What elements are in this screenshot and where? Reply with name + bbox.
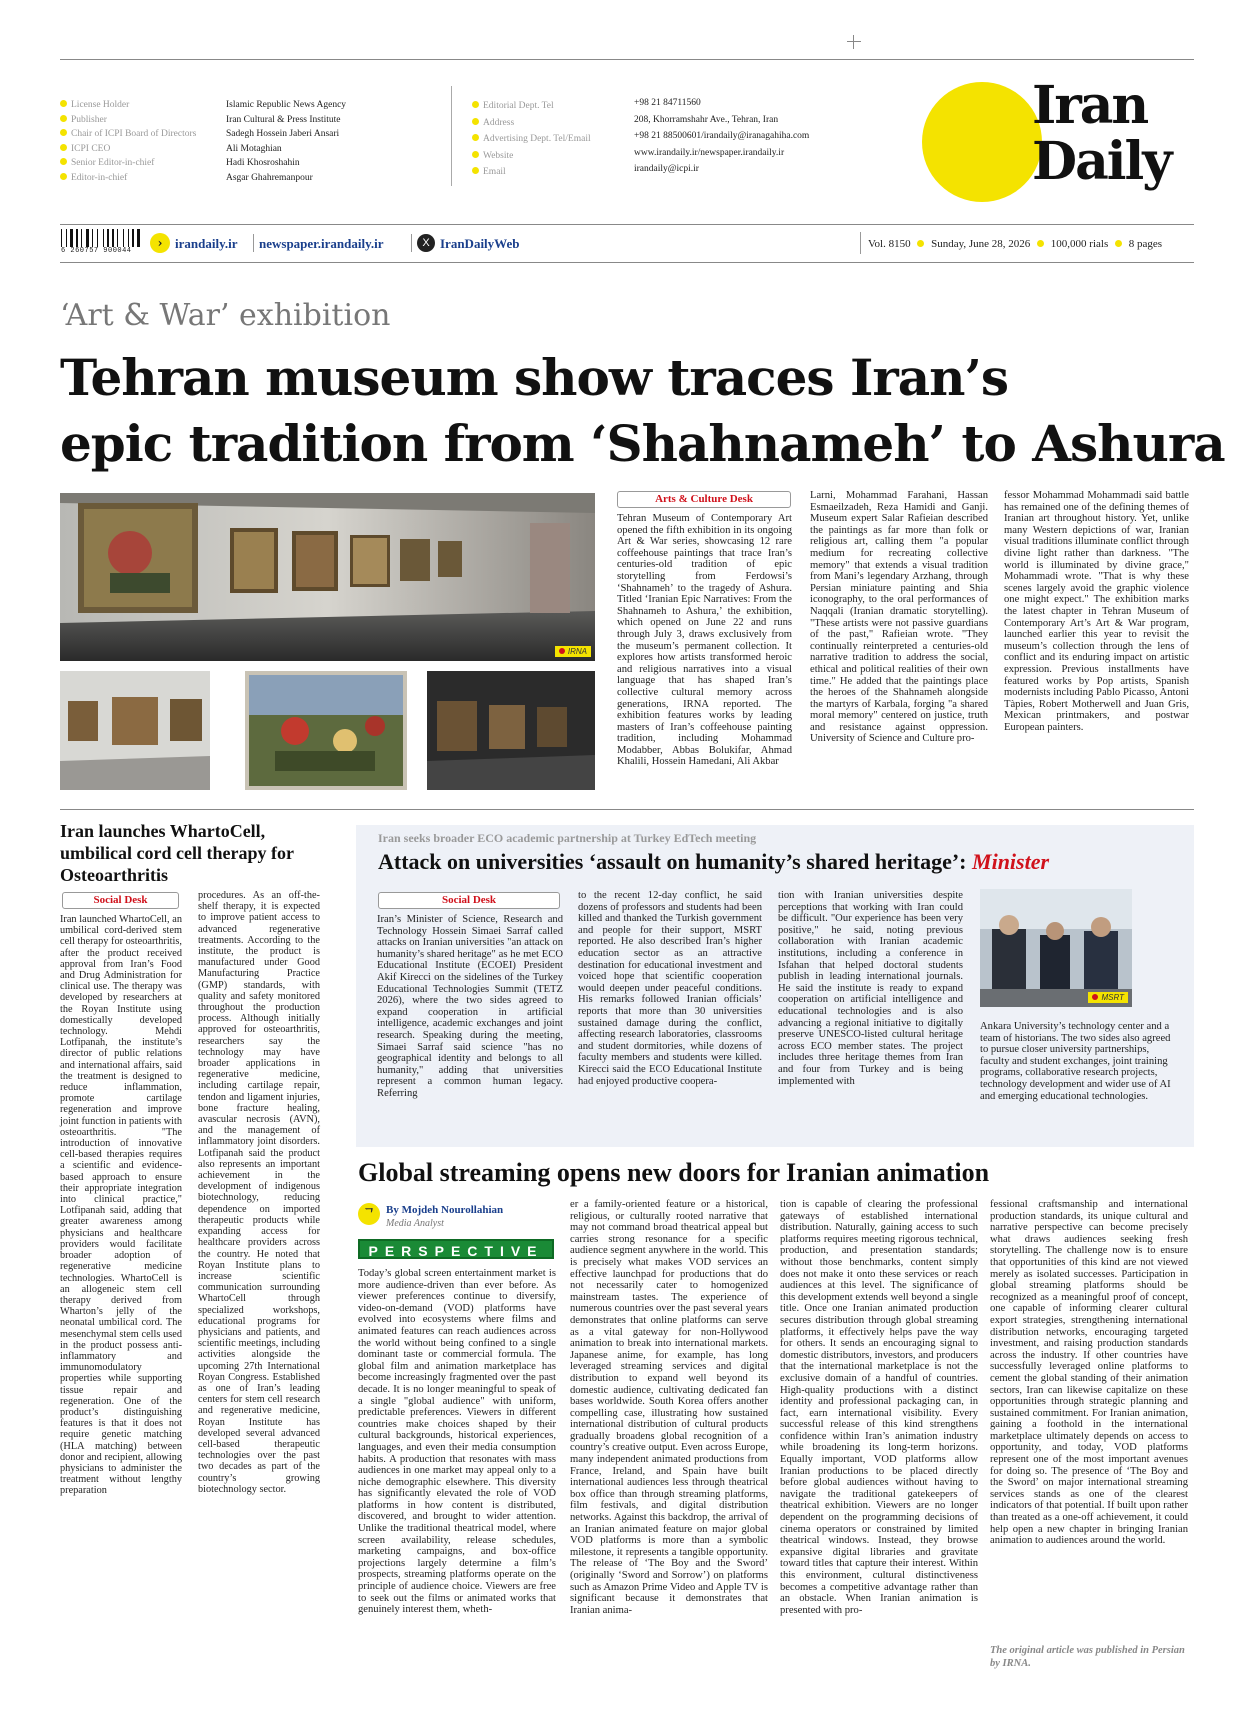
arts-culture-desk-label: Arts & Culture Desk [617, 491, 791, 508]
streaming-col-2: er a family-oriented feature or a historical, religious, or culturally rooted narrative that may not command broad theatrical appeal but carries strong resonance for a specific audience segment anywhere in the world. This is precisely what makes VOD services an effective launchpad for productions that do not necessarily cater to homogenized mainstream tastes. The experience of numerous countries over the past several years demonstrates that online platforms can serve as a vital gateway for non-Hollywood animation to break into international markets. Japanese anime, for example, has long leveraged streaming services and digital distribution to expand well beyond its domestic audience, cultivating dedicated fan bases worldwide. South Korea offers another compelling case, illustrating how sustained international distribution of cultural products gradually broadens global recognition of a country’s creative output. Even across Europe, many independent animated productions from France, Ireland, and Spain have built international audiences less through theatrical box office than through streaming platforms, film festivals, and digital distribution networks. Against this backdrop, the arrival of an Iranian animated feature on major global VOD platforms is more than a symbolic milestone, it represents a tangible opportunity. The release of ‘The Boy and the Sword’ (originally ‘Sword and Sorrow’) on platforms such as Amazon Prime Video and Apple TV is significant because it demonstrates that Iranian anima- [570, 1199, 768, 1616]
photo-credit: MSRT [1088, 992, 1128, 1003]
bullet-icon [60, 173, 67, 180]
page-count: 8 pages [1128, 238, 1163, 250]
bullet-icon [60, 144, 67, 151]
bullet-icon [472, 134, 479, 141]
masthead-rule-top [60, 224, 1194, 225]
site-link-2[interactable]: newspaper.irandaily.ir [259, 236, 384, 251]
bullet-icon [472, 118, 479, 125]
bullet-icon [472, 151, 479, 158]
divider [860, 232, 861, 254]
bullet-icon [472, 101, 479, 108]
eco-headline-main: Attack on universities ‘assault on humanity’s shared heritage’: [378, 849, 973, 874]
lead-headline-line2: epic tradition from ‘Shahnameh’ to Ashura [60, 414, 1225, 473]
author-role: Media Analyst [386, 1218, 444, 1229]
eco-col-1: Iran’s Minister of Science, Research and Technology Hossein Simaei Sarraf called attacks on Iranian universities "an attack on humanity’s shared heritage" as he met ECO Educational Institute (ECOEI) President Akif Kirecci on the sidelines of the Turkey Educational Technologies Summit (TETZ 2026), where the two sides agreed to expand cooperation in artificial intelligence, academic exchanges and joint research. Speaking during the meeting, Simaei Sarraf said science "has no geographical identity and belongs to all humanity," adding that universities represent a common human legacy. Referring [377, 914, 563, 1099]
masthead-right-label-1: Address [472, 115, 632, 132]
registration-mark [847, 35, 861, 49]
arrow-icon: › [150, 233, 170, 253]
eco-col-4: Ankara University’s technology center and a team of historians. The two sides also agreed to pursue closer university partnerships, faculty and student exchanges, joint training programs, collaborative research projects, technology development and wider use of AI and emerging educational technologies. [980, 1021, 1171, 1102]
lead-kicker: ‘Art & War’ exhibition [60, 298, 391, 333]
bullet-icon [60, 158, 67, 165]
eco-col-3: tion with Iranian universities despite perceptions that working with Iran could be difficult. "Our experience has been very positive," he said, noting previous collaboration with Iranian academic institutions, including a conference in Isfahan that helped doctoral students publish in leading international journals. He said the institute is ready to expand cooperation on artificial intelligence and educational technologies and is also advancing a regional initiative to digitally preserve UNESCO-listed cultural heritage across ECO member states. The project includes three heritage themes from Iran and four from Turkey and is being implemented with [778, 890, 963, 1087]
masthead-left-values [226, 98, 446, 185]
masthead-right-labels [472, 98, 632, 181]
logo [922, 75, 1192, 204]
top-rule [60, 59, 1194, 60]
social-handle[interactable]: IranDailyWeb [440, 236, 520, 251]
streaming-headline: Global streaming opens new doors for Iranian animation [358, 1158, 990, 1187]
masthead-right-label-0: Editorial Dept. Tel [472, 98, 632, 115]
perspective-badge: PERSPECTIVE [358, 1239, 554, 1259]
eco-headline [378, 849, 1049, 875]
eco-col-2: to the recent 12-day conflict, he said dozens of professors and students had been killed and thanked the Turkish government and people for their support, MSRT reported. He also described Iran’s higher education sector as an attractive destination for educational investment and voiced hope that scientific cooperation would deepen under peaceful conditions. His remarks followed Iranian officials’ reports that more than 30 universities sustained damage during the conflict, affecting research laboratories, classrooms and student dormitories, while dozens of faculty members and students were killed. Kirecci said the ECO Educational Institute had enjoyed productive coopera- [578, 890, 762, 1087]
source-note: The original article was published in Persian by IRNA. [990, 1645, 1185, 1669]
masthead-right-value-1: 208, Khorramshahr Ave., Tehran, Iran [634, 114, 779, 125]
lead-headline [60, 345, 1225, 477]
bullet-icon [60, 115, 67, 122]
wharto-col-2: procedures. As an off-the-shelf therapy, it is expected to improve patient access to advanced regenerative treatments. According to the institute, the product is manufactured under Good Manufacturing Practice (GMP) standards, with quality and safety monitored throughout the production process. Although initially approved for osteoarthritis, researchers say the technology may have broader applications in regenerative medicine, including cartilage repair, tendon and ligament injuries, bone fracture healing, avascular necrosis (AVN), and the management of inflammatory joint disorders. Lotfipanah said the product also represents an important achievement in the development of indigenous biotechnology, reducing dependence on imported therapeutic products while expanding access for healthcare providers across the country. He noted that Royan Institute plans to increase scientific communication surrounding WhartoCell through specialized workshops, educational programs for physicians and patients, and scientific meetings, including activities alongside the upcoming 27th International Royan Congress. Established as one of Iran’s leading centers for stem cell research and regenerative medicine, Royan Institute has developed several advanced cell-based therapeutic technologies over the past two decades as part of the country’s growing biotechnology sector. [198, 890, 320, 1495]
masthead-left-value-1: Iran Cultural & Press Institute [226, 114, 341, 125]
masthead-left-label-2: Chair of ICPI Board of Directors [60, 127, 220, 142]
masthead-right-label-2: Advertising Dept. Tel/Email [472, 131, 632, 148]
wharto-col-1: Iran launched WhartoCell, an umbilical cord-derived stem cell therapy for osteoarthritis, after the product received approval from Iran’s Food and Drug Administration for clinical use. The therapy was developed by researchers at the Royan Institute using domestically developed technology. Mehdi Lotfipanah, the institute’s director of public relations and international affairs, said the treatment is designed to reduce inflammation, promote cartilage regeneration and improve joint function in patients with osteoarthritis. "The introduction of innovative cell-based therapies requires a scientific and evidence-based approach to ensure their appropriate integration into clinical practice," Lotfipanah said, adding that greater awareness among physicians and healthcare providers would facilitate broader adoption of regenerative medicine technologies. WhartoCell is an allogeneic stem cell therapy derived from Wharton’s jelly of the neonatal umbilical cord. The mesenchymal stem cells used in the product possess anti-inflammatory and immunomodulatory properties while supporting tissue repair and regeneration. One of the product’s distinguishing features is that it does not require genetic matching (HLA matching) between donor and recipient, allowing physicians to administer the treatment without lengthy preparation [60, 914, 182, 1497]
logo-line1: Iran [1032, 75, 1148, 136]
bullet-icon [60, 129, 67, 136]
wharto-desk-label: Social Desk [62, 892, 179, 909]
lead-col-1: Tehran Museum of Contemporary Art opened the fifth exhibition in its ongoing Art & War series, showcasing 12 rare coffeehouse paintings that trace Iran’s centuries-old tradition of epic storytelling from Ferdowsi’s ‘Shahnameh’ to the tragedy of Ashura. Titled ‘Iranian Epic Narratives: From the Shahnameh to Ashura,’ the exhibition, which opened on June 22 and runs through July 3, draws exclusively from the museum’s permanent collection. It explores how artists transformed heroic and religious narratives into a visual language that has shaped Iran’s collective cultural memory across generations, IRNA reported. The exhibition features works by leading masters of Iran’s coffeehouse painting tradition, including Mohammad Modabber, Abbas Bolukifar, Ahmad Khalili, Hossein Hamedani, Ali Akbar [617, 513, 792, 768]
dot-icon [1037, 240, 1044, 247]
masthead-left-value-4: Hadi Khosroshahin [226, 158, 300, 168]
divider [411, 234, 412, 252]
masthead-left-value-0: Islamic Republic News Agency [226, 100, 347, 110]
barcode [61, 229, 143, 257]
masthead-right-values [634, 95, 864, 178]
lead-col-3: fessor Mohammad Mohammadi said battle has remained one of the defining themes of Iranian art throughout history. Yet, unlike many Western depictions of war, Iranian visual traditions illuminate conflict through divine light rather than darkness. "The world is illuminated by divine grace," Mohammadi wrote. "That is why these scenes largely avoid the graphic violence one might expect." The exhibition marks the latest chapter in Tehran Museum of Contemporary Art’s Art & War program, launched earlier this year to revisit the museum’s collection through the lens of conflict and its enduring impact on artistic expression. Previous installments have featured works by Pop artists, Spanish modernists including Pablo Picasso, Antoni Tàpies, Robert Motherwell and Juan Gris, Mexican printmakers, and postwar European painters. [1004, 490, 1189, 733]
masthead-right-value-0: +98 21 84711560 [634, 98, 701, 108]
masthead-left-value-3: Ali Motaghian [226, 143, 282, 154]
battle-painting-photo [245, 671, 407, 790]
bullet-icon [60, 100, 67, 107]
dark-gallery-photo [427, 671, 595, 790]
masthead-left-value-2: Sadegh Hossein Jaberi Ansari [226, 129, 340, 139]
divider [253, 234, 254, 252]
masthead-right-value-4: irandaily@icpi.ir [634, 164, 699, 174]
streaming-col-1: Today’s global screen entertainment market is more audience-driven than ever before. As viewer preferences continue to diversify, video-on-demand (VOD) platforms have evolved into ecosystems where films and animated features can reach audiences across the world without being confined to a single dominant taste or commercial formula. The global film and animation marketplace has become increasingly fragmented over the past decade. It is no longer meaningful to speak of a single "global audience" with uniform, predictable preferences. Viewers in different countries make choices shaped by their cultural backgrounds, historical experiences, languages, and even their media consumption habits. A production that resonates with mass audiences in one market may appeal only to a niche demographic elsewhere. This diversity has significantly elevated the role of VOD platforms in how content is distributed, discovered, and brought to wider attention. Unlike the traditional theatrical model, where screen availability, release schedules, marketing campaigns, and box-office projections largely determine a film’s prospects, streaming platforms operate on the principle of audience choice. Viewers are free to seek out the films or animated works that genuinely interest them, wheth- [358, 1268, 556, 1616]
byline: By Mojdeh Nourollahian [386, 1204, 504, 1216]
masthead-right-value-2: +98 21 88500601/irandaily@iranagahiha.com [634, 131, 810, 141]
section-rule [60, 809, 1194, 810]
volume: Vol. 8150 [868, 238, 911, 250]
photo-credit: IRNA [555, 646, 591, 657]
issue-info [868, 238, 1162, 250]
bullet-icon [472, 167, 479, 174]
x-social-icon[interactable]: X [417, 234, 435, 252]
masthead-divider [451, 86, 452, 186]
streaming-col-3: tion is capable of clearing the professional gateways of established international distribution. Naturally, gaining access to such platforms requires meeting rigorous technical, production, and presentation standards; without those benchmarks, content simply does not make it onto these services or reach audiences at this level. The significance of this development extends well beyond a single title. Once one Iranian animated production secures distribution through global streaming platforms, it effectively helps pave the way for others. It sends an encouraging signal to domestic distributors, investors, and producers that the international marketplace is not the exclusive domain of a handful of countries. High-quality productions with a distinct identity and professional packaging can, in fact, earn international visibility. Every successful release of this kind strengthens confidence within Iran’s animation industry while broadening its long-term horizons. Equally important, VOD platforms allow Iranian productions to be placed directly before global audiences without having to navigate the traditional gatekeepers of theatrical exhibition. Viewers are no longer dependent on the programming decisions of cinema operators or constrained by limited theatrical windows. Instead, they browse expansive digital libraries and gravitate toward titles that capture their interest. Within this environment, cultural distinctiveness becomes a competitive advantage rather than an obstacle. When Iranian animation is presented with pro- [780, 1199, 978, 1616]
masthead-left-label-0: License Holder [60, 98, 220, 113]
eco-headline-emphasis: Minister [972, 849, 1050, 874]
masthead-right-label-4: Email [472, 164, 632, 181]
eco-desk-label: Social Desk [378, 892, 560, 909]
lead-col-2: Larni, Mohammad Farahani, Hassan Esmaeilzadeh, Reza Hamidi and Ganji. Museum expert Salar Rafieian described the paintings as far more than folk or religious art, calling them "a popular medium for recreating collective memory" that extends a visual tradition from Mani’s legendary Arzhang, through Persian miniature painting and Shia iconography, to the oral performances of Naqqali (Iranian dramatic storytelling). "These artists were not passive guardians of the past," Rafieian wrote. "They continually reinterpreted a centuries-old narrative tradition to address the social, ethical and political realities of their own time." He added that the paintings place the heroes of the Shahnameh alongside the martyrs of Karbala, forging "a shared moral memory" centered on justice, truth and resistance against oppression. University of Science and Culture pro- [810, 490, 988, 745]
masthead-left-labels [60, 98, 220, 185]
wharto-headline: Iran launches WhartoCell, umbilical cord cell therapy for Osteoarthritis [60, 821, 294, 885]
issue-date: Sunday, June 28, 2026 [931, 238, 1031, 250]
site-link-1[interactable]: irandaily.ir [175, 236, 238, 251]
lead-headline-line1: Tehran museum show traces Iran’s [60, 348, 1009, 407]
barcode-number: 6 260757 900044 [61, 247, 132, 255]
masthead-rule-bottom [60, 262, 1194, 263]
price: 100,000 rials [1050, 238, 1109, 250]
masthead-left-label-4: Senior Editor-in-chief [60, 156, 220, 171]
logo-line2: Daily [1032, 131, 1171, 192]
masthead-left-label-3: ICPI CEO [60, 142, 220, 157]
gallery-wall-photo [60, 671, 210, 790]
author-avatar: ᄀ [358, 1203, 380, 1225]
barcode-bars [61, 229, 143, 247]
eco-kicker: Iran seeks broader ECO academic partnership at Turkey EdTech meeting [378, 831, 757, 845]
logo-sun [922, 82, 1042, 202]
masthead-left-label-1: Publisher [60, 113, 220, 128]
exhibition-hall-photo [60, 493, 595, 661]
dot-icon [917, 240, 924, 247]
masthead-left-value-5: Asgar Ghahremanpour [226, 172, 313, 183]
meeting-photo [980, 889, 1132, 1007]
dot-icon [1115, 240, 1122, 247]
masthead-right-value-3: www.irandaily.ir/newspaper.irandaily.ir [634, 147, 785, 158]
masthead-left-label-5: Editor-in-chief [60, 171, 220, 186]
streaming-col-4: fessional craftsmanship and international production standards, its unique cultural and narrative perspective can become precisely what draws audiences seeking fresh storytelling. The challenge now is to ensure that opportunities of this kind are not viewed merely as isolated successes. Participation in global streaming platforms should be recognized as a meaningful proof of concept, one capable of informing clearer cultural export strategies, strengthening international distribution networks, encouraging targeted investment, and raising production standards across the industry. If other countries have successfully leveraged online platforms to cement the global standing of their animation sectors, Iran can likewise capitalize on these opportunities through strategic planning and sustained commitment. For Iranian animation, gaining a foothold in the international marketplace ultimately depends on access to opportunity, and today, VOD platforms represent one of the most important avenues for doing so. The presence of ‘The Boy and the Sword’ on major international streaming services stands as one of the clearest indicators of that potential. If built upon rather than treated as a one-off achievement, it could help open a new chapter in bringing Iranian animation to audiences around the world. [990, 1199, 1188, 1547]
masthead-right-label-3: Website [472, 148, 632, 165]
